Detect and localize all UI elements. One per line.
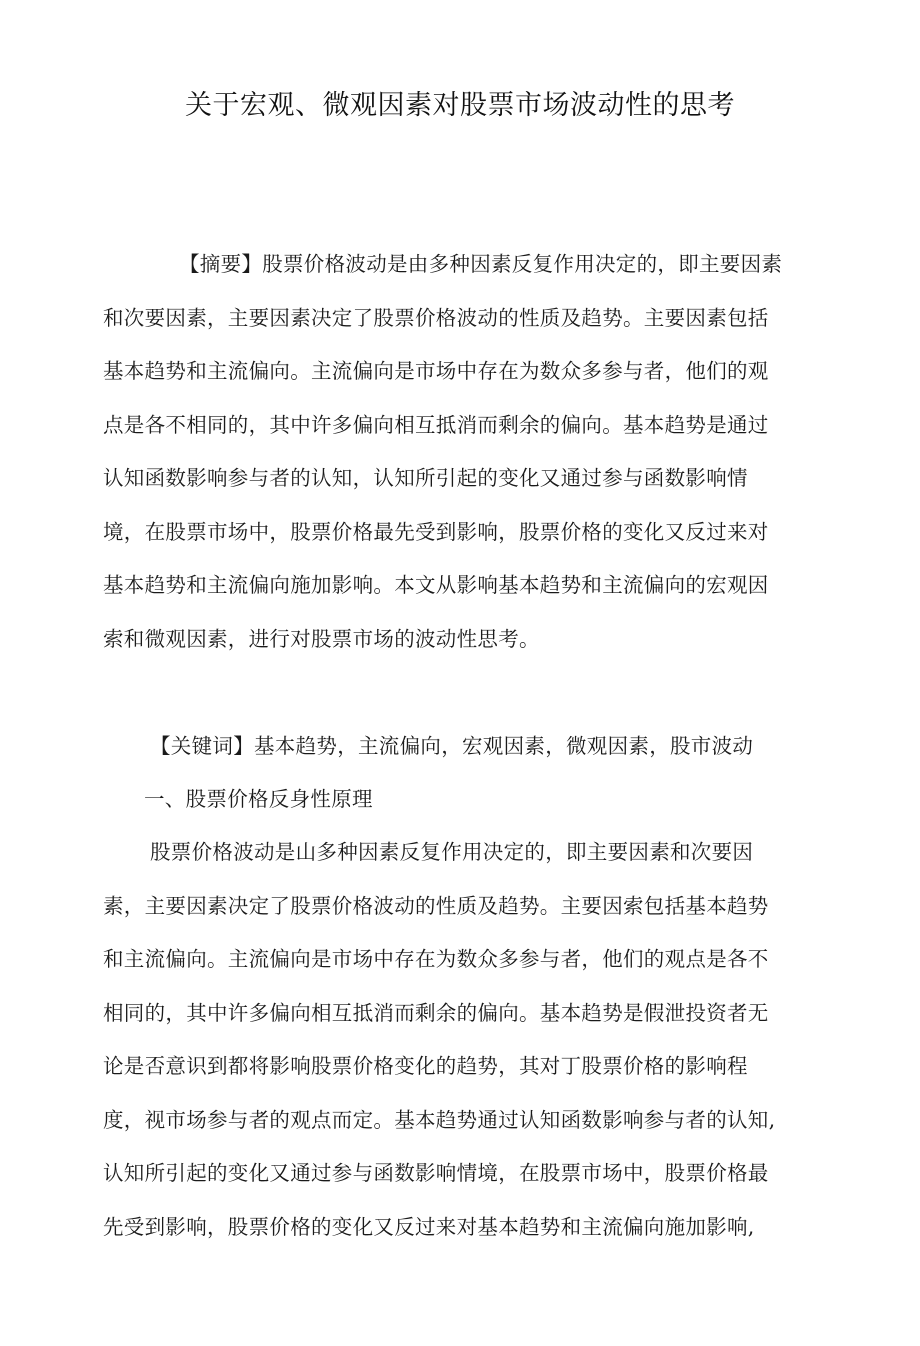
keywords-line (150, 720, 753, 774)
body-line: 股票价格波动是山多种因素反复作用决定的，即主要因素和次要因 (150, 840, 754, 864)
abstract-line: 境，在股票市场中，股票价格最先受到影响，股票价格的变化又反过来对 (103, 519, 769, 544)
abstract-paragraph (103, 238, 782, 666)
abstract-line: 基本趋势和主流偏向施加影响。本文从影响基本趋势和主流偏向的宏观因 (103, 573, 769, 597)
section-heading (144, 773, 373, 827)
body-line: 相同的，其中许多偏向相互抵消而剩余的偏向。基本趋势是假泄投资者无 (103, 1000, 769, 1025)
body-line: 认知所引起的变化又通过参与函数影响情境，在股票市场中，股票价格最 (103, 1161, 769, 1185)
section-body-paragraph (103, 826, 775, 1254)
section-heading-text: 一、股票价格反身性原理 (144, 787, 373, 811)
body-line: 度，视市场参与者的观点而定。基本趋势通过认知函数影响参与者的认知, (103, 1107, 776, 1132)
keywords-text: 【关键词】基本趋势，主流偏向，宏观因素，微观因素，股市波动 (150, 734, 754, 758)
abstract-line: 索和微观因素，进行对股票市场的波动性思考。 (103, 626, 540, 651)
abstract-line: 认知函数影响参与者的认知，认知所引起的变化又通过参与函数影响情 (103, 466, 748, 490)
abstract-line: 和次要因素，主要因素决定了股票价格波动的性质及趋势。主要因素包括 (103, 305, 769, 330)
body-line: 先受到影响，股票价格的变化又反过来对基本趋势和主流偏向施加影响, (103, 1214, 755, 1239)
document-title: 关于宏观、微观因素对股票市场波动性的思考 (185, 90, 735, 121)
body-line: 论是否意识到都将影响股票价格变化的趋势，其对丁股票价格的影响程 (103, 1054, 748, 1078)
body-line: 素，主要因素决定了股票价格波动的性质及趋势。主要因索包括基本趋势 (103, 893, 769, 918)
abstract-line: 基本趋势和主流偏向。主流偏向是市场中存在为数众多参与者，他们的观 (103, 359, 769, 383)
abstract-line: 【摘要】股票价格波动是由多种因素反复作用决定的，即主要因素 (179, 252, 783, 276)
body-line: 和主流偏向。主流偏向是市场中存在为数众多参与者，他们的观点是各不 (103, 947, 769, 971)
abstract-line: 点是各不相同的，其中许多偏向相互抵消而剩余的偏向。基本趋势是通过 (103, 412, 769, 437)
